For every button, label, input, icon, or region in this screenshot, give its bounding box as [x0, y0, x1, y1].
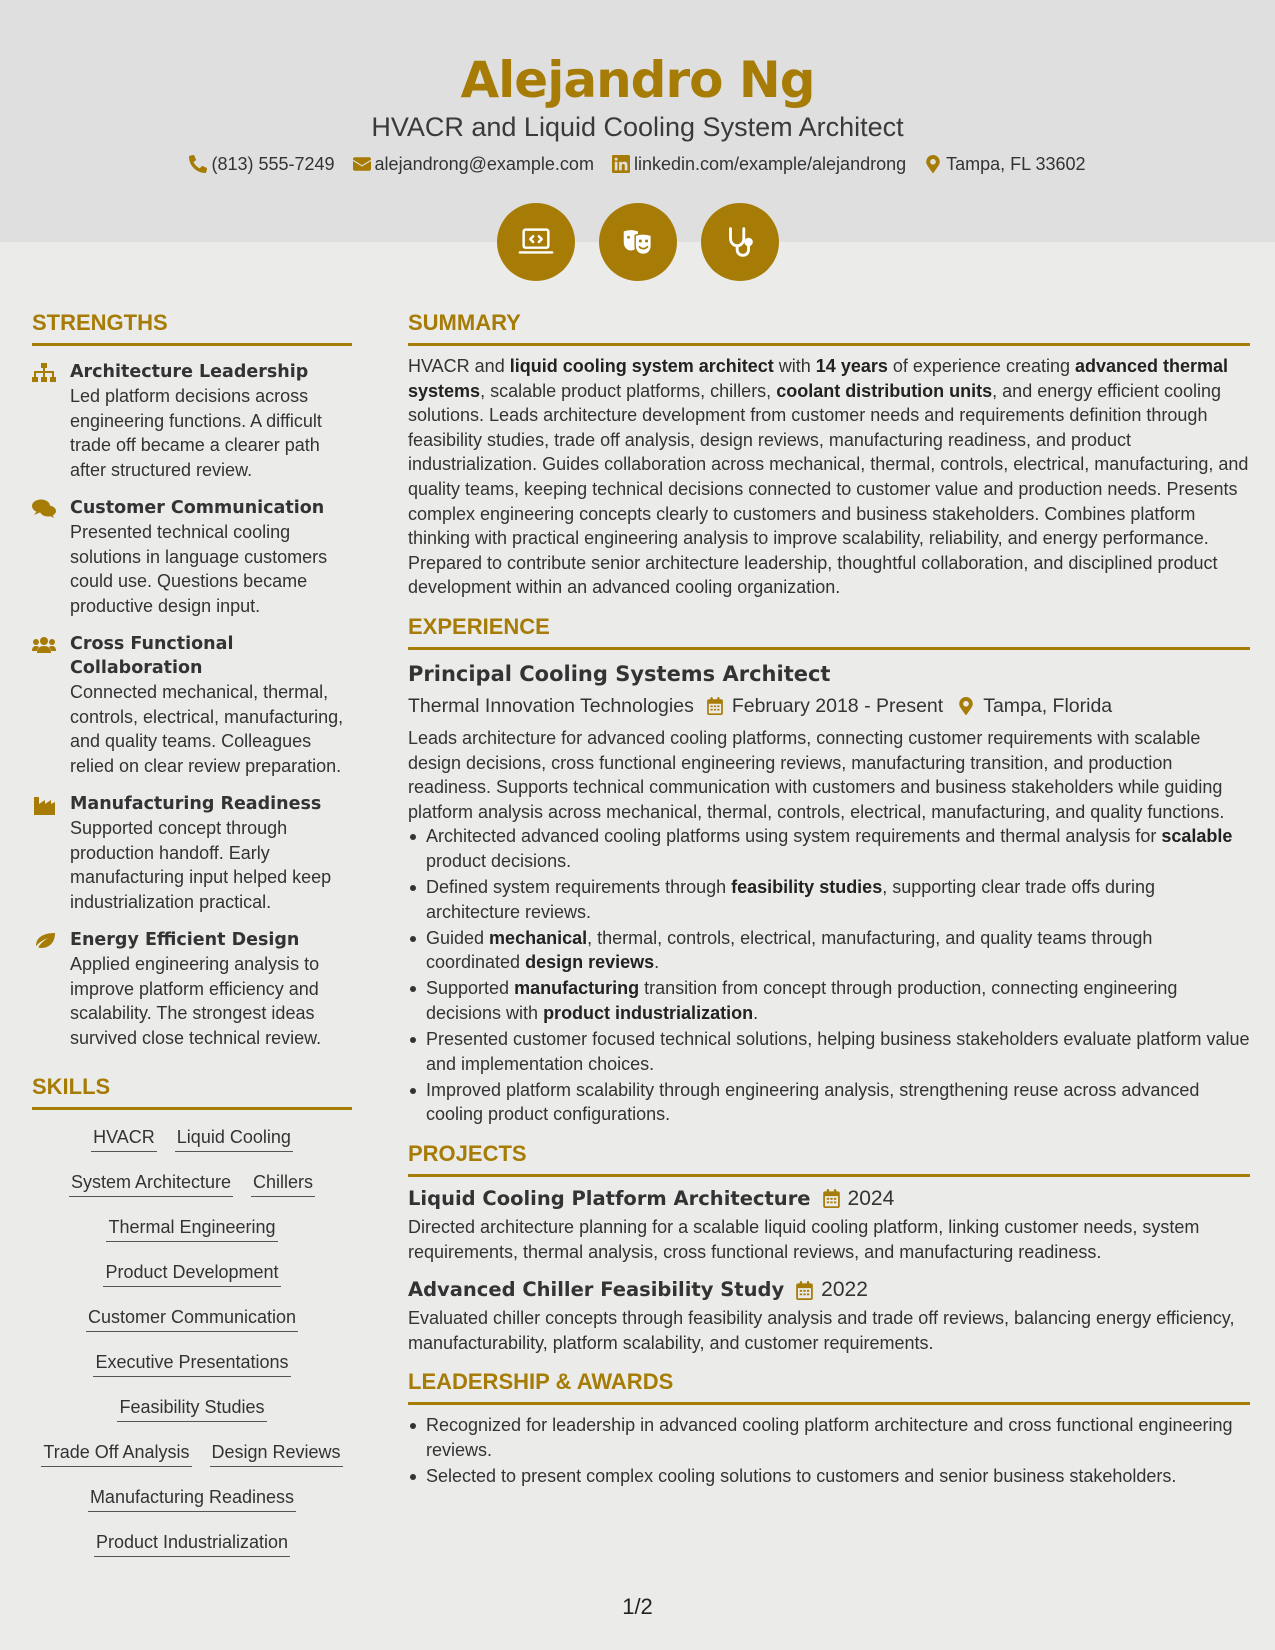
strength-desc: Supported concept through production handoff. Early manufacturing input helped keep industrialization practical. — [70, 818, 332, 912]
strength-desc: Connected mechanical, thermal, controls, electrical, manufacturing, and quality teams. Colleagues relied on clear review preparation. — [70, 682, 344, 776]
summary-text: HVACR and liquid cooling system architect with 14 years of experience creating advanced thermal systems, scalable product platforms, chillers, coolant distribution units, and energy efficient cooling solutions. Leads architecture development from customer needs and requirements definition through feasibility studies, trade off analysis, design reviews, manufacturing readiness, and product industrialization. Guides collaboration across mechanical, thermal, controls, electrical, manufacturing, and quality teams, keeping technical decisions connected to customer value and production needs. Presents complex engineering concepts clearly to customers and business stakeholders. Combines platform thinking with practical engineering analysis to improve scalability, reliability, and energy performance. Prepared to contribute senior architecture leadership, thoughtful collaboration, and disciplined product development within an advanced cooling organization. — [408, 356, 1249, 598]
skills-list — [32, 1122, 352, 1572]
strength-title: Cross Functional Collaboration — [70, 634, 234, 678]
contact-linkedin[interactable] — [612, 154, 906, 175]
skill-tag: Thermal Engineering — [106, 1216, 277, 1242]
sitemap-icon — [32, 363, 56, 383]
map-marker-icon — [924, 155, 942, 173]
skill-tag: Executive Presentations — [93, 1351, 290, 1377]
strength-item — [32, 496, 352, 618]
skill-tag: System Architecture — [69, 1171, 233, 1197]
linkedin-icon — [612, 155, 630, 173]
stethoscope-icon — [721, 223, 759, 261]
theater-masks-icon — [619, 223, 657, 261]
strength-title: Architecture Leadership — [70, 362, 309, 382]
job-location: Tampa, Florida — [983, 694, 1113, 717]
list-item: Supported manufacturing transition from concept through production, connecting engineering decisions with product industrialization. — [408, 976, 1250, 1025]
linkedin-text: linkedin.com/example/alejandrong — [633, 153, 907, 174]
list-item: Selected to present complex cooling solutions to customers and senior business stakeholders. — [408, 1464, 1250, 1489]
project-year: 2024 — [847, 1186, 895, 1210]
strength-desc: Applied engineering analysis to improve platform efficiency and scalability. The strongest ideas survived close technical review. — [70, 954, 322, 1048]
list-item: Presented customer focused technical solutions, helping business stakeholders evaluate platform value and implementation choices. — [408, 1027, 1250, 1076]
candidate-name: Alejandro Ng — [460, 51, 815, 109]
experience-heading: EXPERIENCE — [408, 612, 1250, 650]
skill-tag: HVACR — [91, 1126, 157, 1152]
project-description: Evaluated chiller concepts through feasibility analysis and trade off reviews, balancing energy efficiency, manufacturability, platform scalability, and customer requirements. — [408, 1308, 1235, 1353]
strength-item — [32, 792, 352, 914]
leadership-heading: LEADERSHIP & AWARDS — [408, 1367, 1250, 1405]
list-item: Improved platform scalability through engineering analysis, strengthening reuse across advanced cooling product configurations. — [408, 1078, 1250, 1127]
badge-row — [0, 203, 1275, 281]
project-description: Directed architecture planning for a scalable liquid cooling platform, linking customer needs, system requirements, thermal analysis, cross functional reviews, and manufacturing readiness. — [408, 1216, 1200, 1262]
skill-tag: Trade Off Analysis — [41, 1441, 191, 1467]
strength-desc: Presented technical cooling solutions in language customers could use. Questions became productive design input. — [70, 522, 328, 616]
theater-masks-badge — [599, 203, 677, 281]
list-item: Architected advanced cooling platforms using system requirements and thermal analysis for scalable product decisions. — [408, 824, 1250, 873]
job-dates: February 2018 - Present — [731, 694, 944, 717]
skill-tag: Manufacturing Readiness — [88, 1486, 296, 1512]
industry-icon — [32, 795, 56, 815]
job-title: Principal Cooling Systems Architect — [408, 661, 831, 686]
location-text: Tampa, FL 33602 — [946, 153, 1086, 174]
skill-tag: Liquid Cooling — [175, 1126, 293, 1152]
skill-tag: Design Reviews — [210, 1441, 343, 1467]
job-description: Leads architecture for advanced cooling platforms, connecting customer requirements with scalable design decisions, cross functional engineering reviews, manufacturing transition, and production readiness. Supports technical communication with customers and business stakeholders while guiding platform analysis across mechanical, thermal, controls, electrical, manufacturing, and quality functions. — [408, 727, 1225, 822]
summary-heading: SUMMARY — [408, 308, 1250, 346]
strengths-heading: STRENGTHS — [32, 308, 352, 346]
page-number: 1/2 — [622, 1594, 653, 1619]
projects-heading: PROJECTS — [408, 1139, 1250, 1177]
strength-title: Manufacturing Readiness — [70, 794, 322, 814]
strength-item — [32, 360, 352, 482]
calendar-icon — [706, 697, 724, 715]
project-year: 2022 — [821, 1278, 868, 1302]
right-column — [408, 308, 1250, 1490]
skill-tag: Customer Communication — [86, 1306, 298, 1332]
phone-text: (813) 555-7249 — [211, 153, 335, 174]
leadership-list — [408, 1413, 1250, 1488]
stethoscope-badge — [701, 203, 779, 281]
list-item: Recognized for leadership in advanced cooling platform architecture and cross functional engineering reviews. — [408, 1413, 1250, 1462]
project-title: Liquid Cooling Platform Architecture — [408, 1186, 811, 1210]
job-bullets — [408, 824, 1250, 1127]
leaf-icon — [32, 931, 56, 951]
skill-tag: Chillers — [251, 1171, 315, 1197]
comments-icon — [32, 499, 56, 519]
calendar-icon — [795, 1281, 814, 1300]
company-name: Thermal Innovation Technologies — [408, 694, 694, 717]
strength-title: Energy Efficient Design — [70, 930, 300, 950]
skills-heading: SKILLS — [32, 1072, 352, 1110]
list-item: Defined system requirements through feasibility studies, supporting clear trade offs during architecture reviews. — [408, 875, 1250, 924]
skill-tag: Product Development — [103, 1261, 280, 1287]
email-text: alejandrong@example.com — [374, 153, 594, 174]
strength-item — [32, 928, 352, 1050]
laptop-code-icon — [517, 223, 555, 261]
list-item: Guided mechanical, thermal, controls, electrical, manufacturing, and quality teams through coordinated design reviews. — [408, 926, 1250, 975]
strength-title: Customer Communication — [70, 498, 325, 518]
left-column — [32, 308, 352, 1572]
skill-tag: Feasibility Studies — [117, 1396, 266, 1422]
contact-bar — [0, 152, 1275, 176]
project-item — [408, 1185, 1250, 1264]
skill-tag: Product Industrialization — [94, 1531, 290, 1557]
envelope-icon — [353, 155, 371, 173]
calendar-icon — [822, 1189, 841, 1208]
phone-icon — [189, 155, 207, 173]
project-item — [408, 1276, 1250, 1355]
job-meta — [408, 691, 1250, 721]
strength-item — [32, 632, 352, 778]
contact-location — [924, 154, 1085, 175]
strength-desc: Led platform decisions across engineering functions. A difficult trade off became a clearer path after structured review. — [70, 386, 322, 480]
contact-phone[interactable] — [189, 154, 334, 175]
contact-email[interactable] — [353, 154, 594, 175]
laptop-code-badge — [497, 203, 575, 281]
headline: HVACR and Liquid Cooling System Architect — [371, 112, 904, 142]
project-title: Advanced Chiller Feasibility Study — [408, 1278, 785, 1302]
map-marker-icon — [957, 697, 975, 715]
users-icon — [32, 635, 56, 655]
